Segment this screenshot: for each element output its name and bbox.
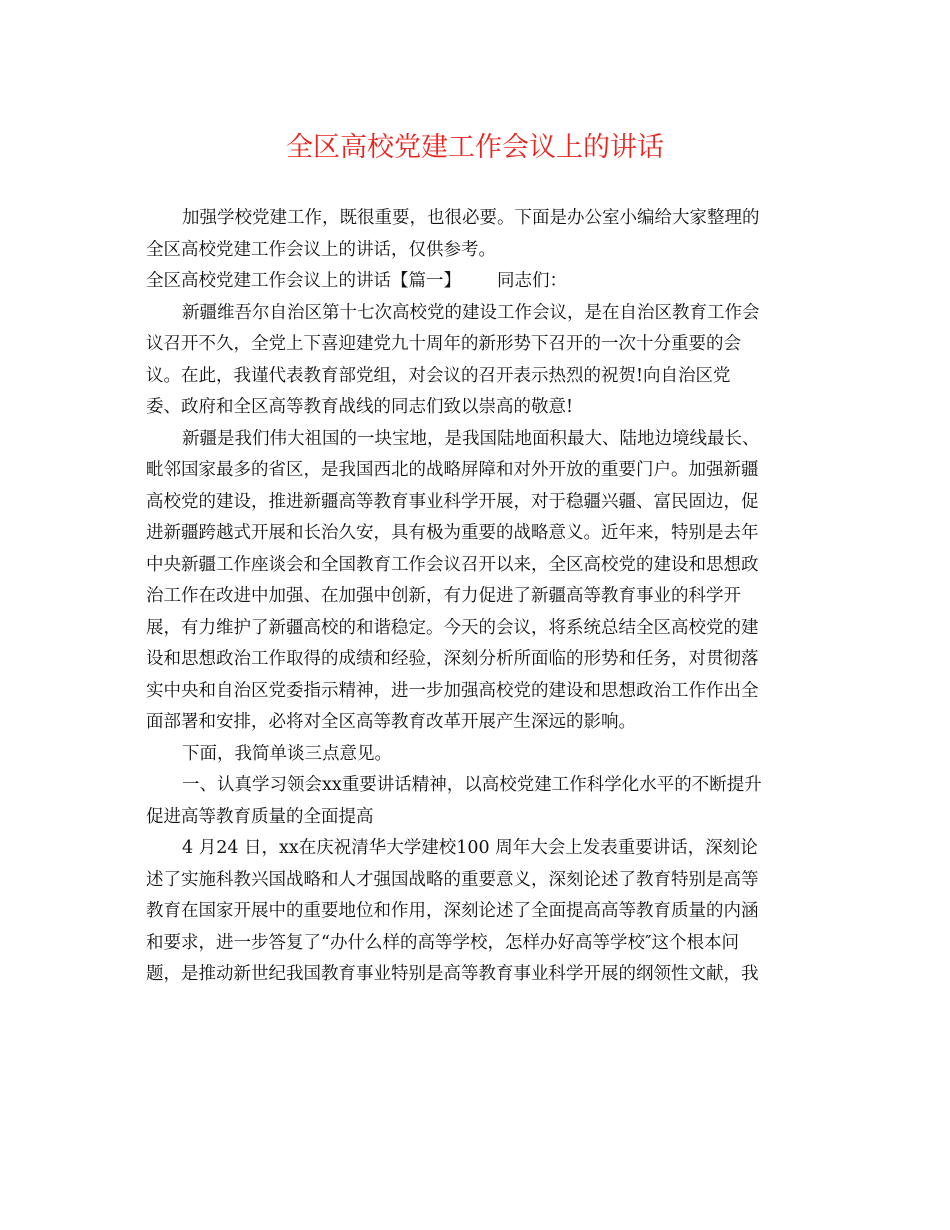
text-line: 展，有力维护了新疆高校的和谐稳定。今天的会议，将系统总结全区高校党的建 (146, 617, 759, 638)
text-line: 下面，我简单谈三点意见。 (182, 743, 392, 764)
text-line: 高校党的建设，推进新疆高等教育事业科学开展，对于稳疆兴疆、富民固边，促 (146, 491, 759, 512)
text-line: 一、认真学习领会xx重要讲话精神，以高校党建工作科学化水平的不断提升 (182, 775, 762, 795)
text-line: 设和思想政治工作取得的成绩和经验，深刻分析所面临的形势和任务，对贯彻落 (146, 649, 759, 669)
text-line: 全区高校党建工作会议上的讲话，仅供参考。 (146, 239, 496, 260)
text-line: 4 月24 日，xx在庆祝清华大学建校100 周年大会上发表重要讲话，深刻论 (182, 838, 758, 858)
text-line: 新疆是我们伟大祖国的一块宝地，是我国陆地面积最大、陆地边境线最长、 (182, 428, 760, 449)
text-line: 毗邻国家最多的省区，是我国西北的战略屏障和对外开放的重要门户。加强新疆 (146, 460, 759, 480)
text-line: 题，是推动新世纪我国教育事业特别是高等教育事业科学开展的纲领性文献，我 (146, 964, 759, 984)
text-line: 委、政府和全区高等教育战线的同志们致以崇高的敬意! (146, 397, 574, 417)
salutation: 同志们： (497, 271, 567, 291)
text-line: 述了实施科教兴国战略和人才强国战略的重要意义，深刻论述了教育特别是高等 (146, 869, 759, 890)
text-line: 中央新疆工作座谈会和全国教育工作会议召开以来，全区高校党的建设和思想政 (146, 554, 759, 575)
text-line: 加强学校党建工作，既很重要，也很必要。下面是办公室小编给大家整理的 (182, 208, 760, 228)
document-title: 全区高校党建工作会议上的讲话 (286, 132, 664, 163)
text-line: 促进高等教育质量的全面提高 (146, 806, 374, 827)
text-line: 治工作在改进中加强、在加强中创新，有力促进了新疆高等教育事业的科学开 (146, 586, 741, 606)
text-line: 教育在国家开展中的重要地位和作用，深刻论述了全面提高高等教育质量的内涵 (146, 901, 759, 921)
text-line: 议。在此，我谨代表教育部党组，对会议的召开表示热烈的祝贺!向自治区党 (146, 365, 731, 386)
text-line: 进新疆跨越式开展和长治久安，具有极为重要的战略意义。近年来，特别是去年 (146, 523, 759, 543)
text-line: 新疆维吾尔自治区第十七次高校党的建设工作会议，是在自治区教育工作会 (182, 302, 760, 323)
section-heading-line (146, 266, 808, 298)
text-line: 议召开不久，全党上下喜迎建党九十周年的新形势下召开的一次十分重要的会 (146, 334, 741, 354)
text-line: 面部署和安排，必将对全区高等教育改革开展产生深远的影响。 (146, 712, 636, 732)
text-line: 实中央和自治区党委指示精神，进一步加强高校党的建设和思想政治工作作出全 (146, 680, 759, 701)
section-heading: 全区高校党建工作会议上的讲话【篇一】 (146, 271, 461, 291)
document-body (146, 203, 808, 991)
text-line: 和要求，进一步答复了“办什么样的高等学校，怎样办好高等学校″这个根本问 (146, 932, 739, 953)
